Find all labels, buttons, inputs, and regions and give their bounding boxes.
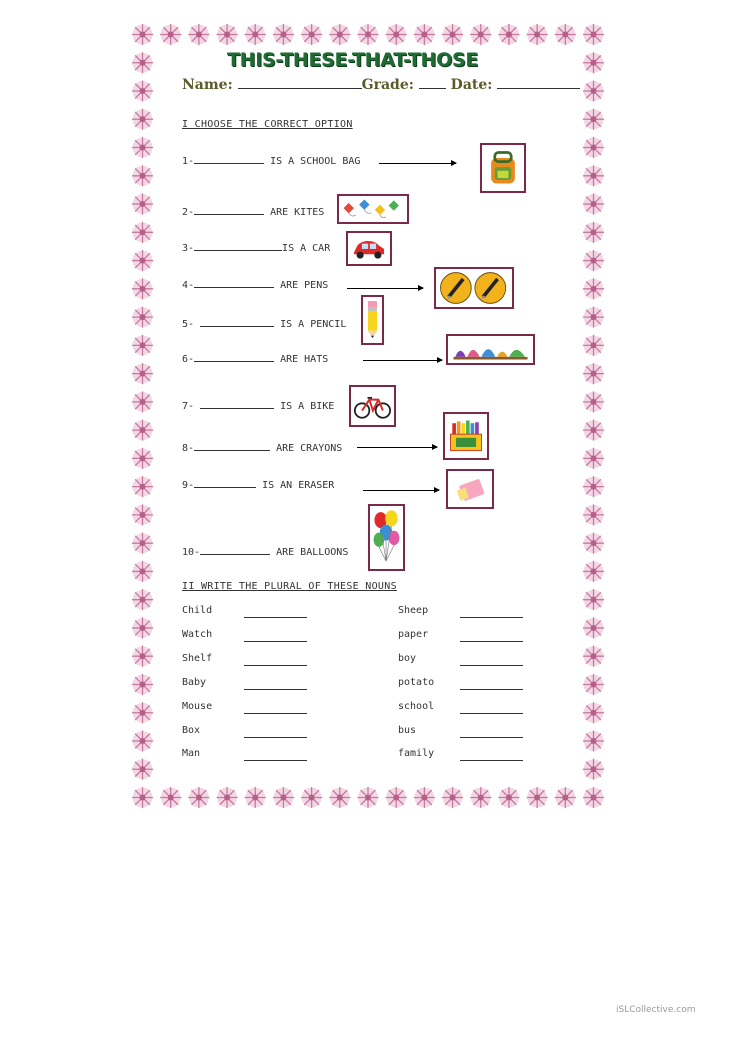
exercise-item-3 bbox=[182, 241, 330, 254]
noun-word: paper bbox=[398, 629, 429, 640]
item-number: 4- bbox=[182, 280, 195, 291]
name-blank[interactable] bbox=[238, 75, 362, 89]
item-number: 10- bbox=[182, 547, 201, 558]
answer-blank[interactable] bbox=[194, 241, 282, 251]
item-number: 3- bbox=[182, 243, 195, 254]
arrow-pointer bbox=[347, 288, 423, 289]
exercise-item-10 bbox=[182, 545, 348, 558]
answer-blank[interactable] bbox=[194, 205, 264, 215]
noun-word: Watch bbox=[182, 629, 213, 640]
pens-icon bbox=[434, 267, 514, 309]
answer-blank[interactable] bbox=[200, 545, 270, 555]
date-blank[interactable] bbox=[497, 75, 580, 89]
item-text: IS A BIKE bbox=[280, 401, 335, 412]
section-1-heading: I CHOOSE THE CORRECT OPTION bbox=[182, 119, 353, 130]
exercise-item-2 bbox=[182, 205, 324, 218]
noun-word: Child bbox=[182, 605, 213, 616]
arrow-pointer bbox=[379, 163, 456, 164]
grade-blank[interactable] bbox=[419, 75, 446, 89]
answer-blank[interactable] bbox=[194, 352, 274, 362]
item-number: 6- bbox=[182, 354, 195, 365]
pencil-icon bbox=[361, 295, 384, 345]
plural-blank[interactable] bbox=[460, 760, 523, 761]
noun-word: Sheep bbox=[398, 605, 429, 616]
answer-blank[interactable] bbox=[200, 317, 274, 327]
item-text: ARE PENS bbox=[280, 280, 329, 291]
bike-icon bbox=[349, 385, 396, 427]
item-text: IS A CAR bbox=[282, 243, 331, 254]
plural-blank[interactable] bbox=[244, 689, 307, 690]
exercise-item-9 bbox=[182, 478, 334, 491]
exercise-item-1 bbox=[182, 154, 360, 167]
item-number: 7- bbox=[182, 401, 195, 412]
plural-blank[interactable] bbox=[460, 665, 523, 666]
item-number: 8- bbox=[182, 443, 195, 454]
plural-blank[interactable] bbox=[460, 689, 523, 690]
noun-word: potato bbox=[398, 677, 435, 688]
item-text: IS AN ERASER bbox=[262, 480, 335, 491]
noun-word: family bbox=[398, 748, 435, 759]
plural-blank[interactable] bbox=[244, 641, 307, 642]
item-number: 9- bbox=[182, 480, 195, 491]
arrow-pointer bbox=[363, 360, 442, 361]
item-text: IS A PENCIL bbox=[280, 319, 347, 330]
exercise-item-4 bbox=[182, 278, 328, 291]
item-text: ARE BALLOONS bbox=[276, 547, 349, 558]
worksheet-title: THIS-THESE-THAT-THOSE bbox=[227, 49, 479, 71]
plural-blank[interactable] bbox=[460, 641, 523, 642]
noun-word: bus bbox=[398, 725, 417, 736]
noun-word: school bbox=[398, 701, 435, 712]
noun-word: Baby bbox=[182, 677, 207, 688]
answer-blank[interactable] bbox=[194, 278, 274, 288]
item-number: 1- bbox=[182, 156, 195, 167]
item-text: ARE HATS bbox=[280, 354, 329, 365]
noun-word: Man bbox=[182, 748, 201, 759]
plural-blank[interactable] bbox=[244, 665, 307, 666]
answer-blank[interactable] bbox=[194, 478, 256, 488]
school-bag-icon bbox=[480, 143, 526, 193]
watermark: iSLCollective.com bbox=[616, 1005, 696, 1015]
arrow-pointer bbox=[357, 447, 437, 448]
plural-blank[interactable] bbox=[460, 617, 523, 618]
grade-label: Grade: bbox=[361, 77, 414, 93]
noun-word: Shelf bbox=[182, 653, 213, 664]
date-label: Date: bbox=[450, 77, 493, 93]
crayons-icon bbox=[443, 412, 489, 460]
plural-blank[interactable] bbox=[244, 617, 307, 618]
exercise-item-8 bbox=[182, 441, 342, 454]
car-icon bbox=[346, 231, 392, 266]
plural-blank[interactable] bbox=[460, 737, 523, 738]
kites-icon bbox=[337, 194, 409, 224]
noun-word: Box bbox=[182, 725, 201, 736]
item-text: ARE KITES bbox=[270, 207, 325, 218]
item-text: IS A SCHOOL BAG bbox=[270, 156, 361, 167]
hats-icon bbox=[446, 334, 535, 365]
student-info-line bbox=[182, 75, 580, 93]
plural-blank[interactable] bbox=[460, 713, 523, 714]
exercise-item-5 bbox=[182, 317, 346, 330]
item-number: 5- bbox=[182, 319, 195, 330]
answer-blank[interactable] bbox=[200, 399, 274, 409]
exercise-item-6 bbox=[182, 352, 328, 365]
noun-word: Mouse bbox=[182, 701, 213, 712]
item-text: ARE CRAYONS bbox=[276, 443, 343, 454]
arrow-pointer bbox=[363, 490, 439, 491]
answer-blank[interactable] bbox=[194, 441, 270, 451]
plural-blank[interactable] bbox=[244, 737, 307, 738]
answer-blank[interactable] bbox=[194, 154, 264, 164]
worksheet bbox=[131, 23, 605, 809]
noun-word: boy bbox=[398, 653, 417, 664]
plural-blank[interactable] bbox=[244, 760, 307, 761]
section-2-heading: II WRITE THE PLURAL OF THESE NOUNS bbox=[182, 581, 397, 592]
exercise-item-7 bbox=[182, 399, 334, 412]
eraser-icon bbox=[446, 469, 494, 509]
plural-blank[interactable] bbox=[244, 713, 307, 714]
item-number: 2- bbox=[182, 207, 195, 218]
name-label: Name: bbox=[182, 77, 233, 93]
balloons-icon bbox=[368, 504, 405, 571]
